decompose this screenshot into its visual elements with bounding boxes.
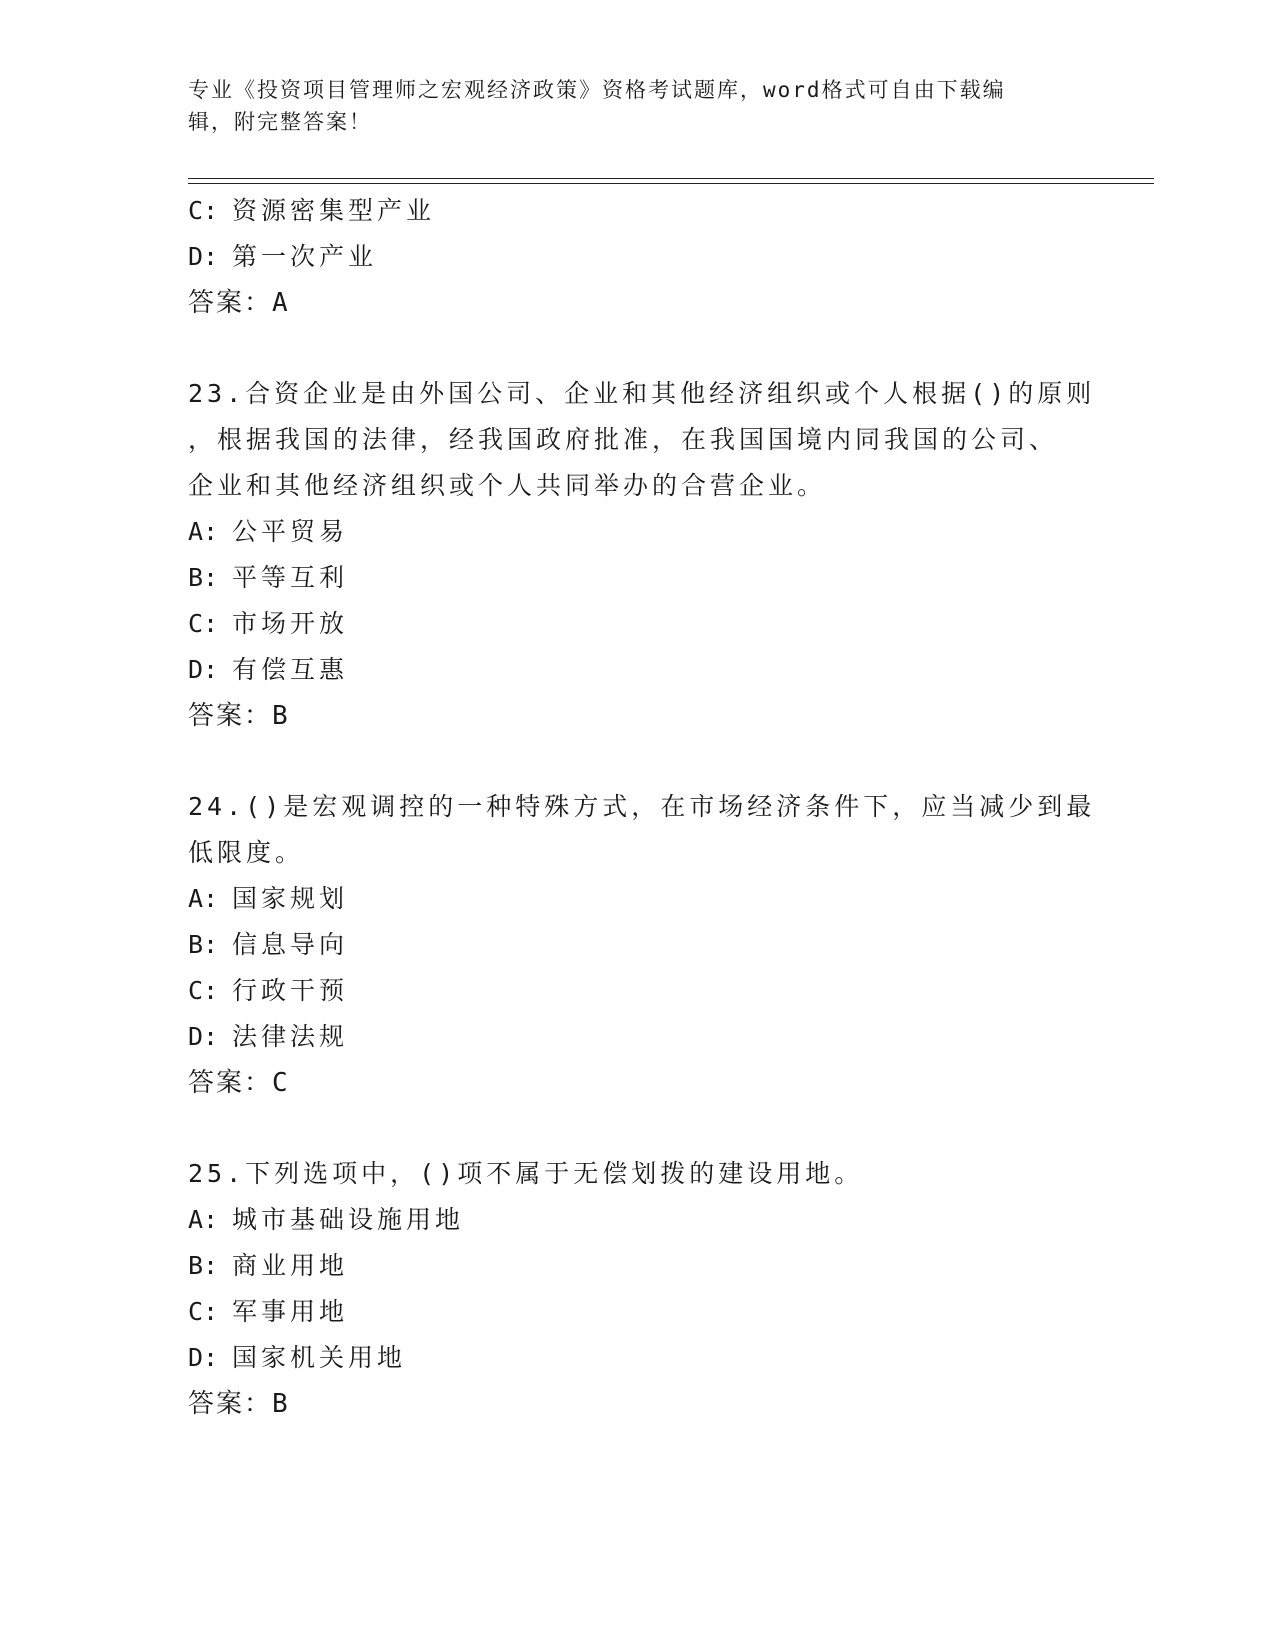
option-key: C: <box>188 976 219 1005</box>
option-text: 城市基础设施用地 <box>232 1205 465 1234</box>
option-d <box>188 1335 1088 1381</box>
option-text: 军事用地 <box>232 1297 349 1326</box>
question-stem-line: 25.下列选项中，()项不属于无偿划拨的建设用地。 <box>188 1159 864 1188</box>
question-stem-line: 24.()是宏观调控的一种特殊方式，在市场经济条件下，应当减少到最 <box>188 792 1096 821</box>
option-key: D: <box>188 242 219 271</box>
option-key: A: <box>188 884 219 913</box>
header-divider-bottom <box>188 183 1154 184</box>
option-text: 国家机关用地 <box>232 1343 407 1372</box>
question-stem-line: 低限度。 <box>188 838 305 867</box>
option-key: C: <box>188 609 219 638</box>
option-text: 公平贸易 <box>232 517 349 546</box>
option-c <box>188 1289 1088 1335</box>
option-d <box>188 234 1088 280</box>
option-text: 有偿互惠 <box>232 655 349 684</box>
question-24 <box>188 784 1096 1106</box>
option-text: 商业用地 <box>232 1251 349 1280</box>
option-b <box>188 1243 1088 1289</box>
option-a <box>188 876 1088 922</box>
option-text: 国家规划 <box>232 884 349 913</box>
option-c <box>188 601 1088 647</box>
option-text: 资源密集型产业 <box>232 196 436 225</box>
question-25 <box>188 1151 1088 1427</box>
option-b <box>188 922 1088 968</box>
option-c <box>188 968 1088 1014</box>
option-key: D: <box>188 655 219 684</box>
answer-line: 答案：C <box>188 1068 290 1098</box>
option-key: B: <box>188 563 219 592</box>
option-d <box>188 1014 1088 1060</box>
question-23 <box>188 371 1096 739</box>
option-key: C: <box>188 196 219 225</box>
question-list <box>188 188 1096 1472</box>
question-stem-line: ，根据我国的法律，经我国政府批准，在我国国境内同我国的公司、 <box>188 425 1059 454</box>
document-header <box>188 74 1068 138</box>
question-stem-line: 企业和其他经济组织或个人共同举办的合营企业。 <box>188 471 827 500</box>
option-c <box>188 188 1088 234</box>
option-key: B: <box>188 1251 219 1280</box>
option-key: B: <box>188 930 219 959</box>
option-b <box>188 555 1088 601</box>
option-text: 行政干预 <box>232 976 349 1005</box>
answer-line: 答案：B <box>188 1389 290 1419</box>
header-divider-top <box>188 178 1154 179</box>
option-text: 平等互利 <box>232 563 349 592</box>
option-text: 第一次产业 <box>232 242 378 271</box>
option-key: A: <box>188 1205 219 1234</box>
question-partial <box>188 188 1088 326</box>
option-key: D: <box>188 1343 219 1372</box>
option-key: C: <box>188 1297 219 1326</box>
option-text: 信息导向 <box>232 930 349 959</box>
option-a <box>188 509 1088 555</box>
question-stem-line: 23.合资企业是由外国公司、企业和其他经济组织或个人根据()的原则 <box>188 379 1096 408</box>
answer-line: 答案：A <box>188 288 290 318</box>
option-key: A: <box>188 517 219 546</box>
option-a <box>188 1197 1088 1243</box>
answer-line: 答案：B <box>188 701 290 731</box>
option-text: 市场开放 <box>232 609 349 638</box>
header-line-1: 专业《投资项目管理师之宏观经济政策》资格考试题库，word格式可自由下载编 <box>188 78 1006 102</box>
option-key: D: <box>188 1022 219 1051</box>
option-text: 法律法规 <box>232 1022 349 1051</box>
option-d <box>188 647 1088 693</box>
header-line-2: 辑，附完整答案！ <box>188 110 372 134</box>
